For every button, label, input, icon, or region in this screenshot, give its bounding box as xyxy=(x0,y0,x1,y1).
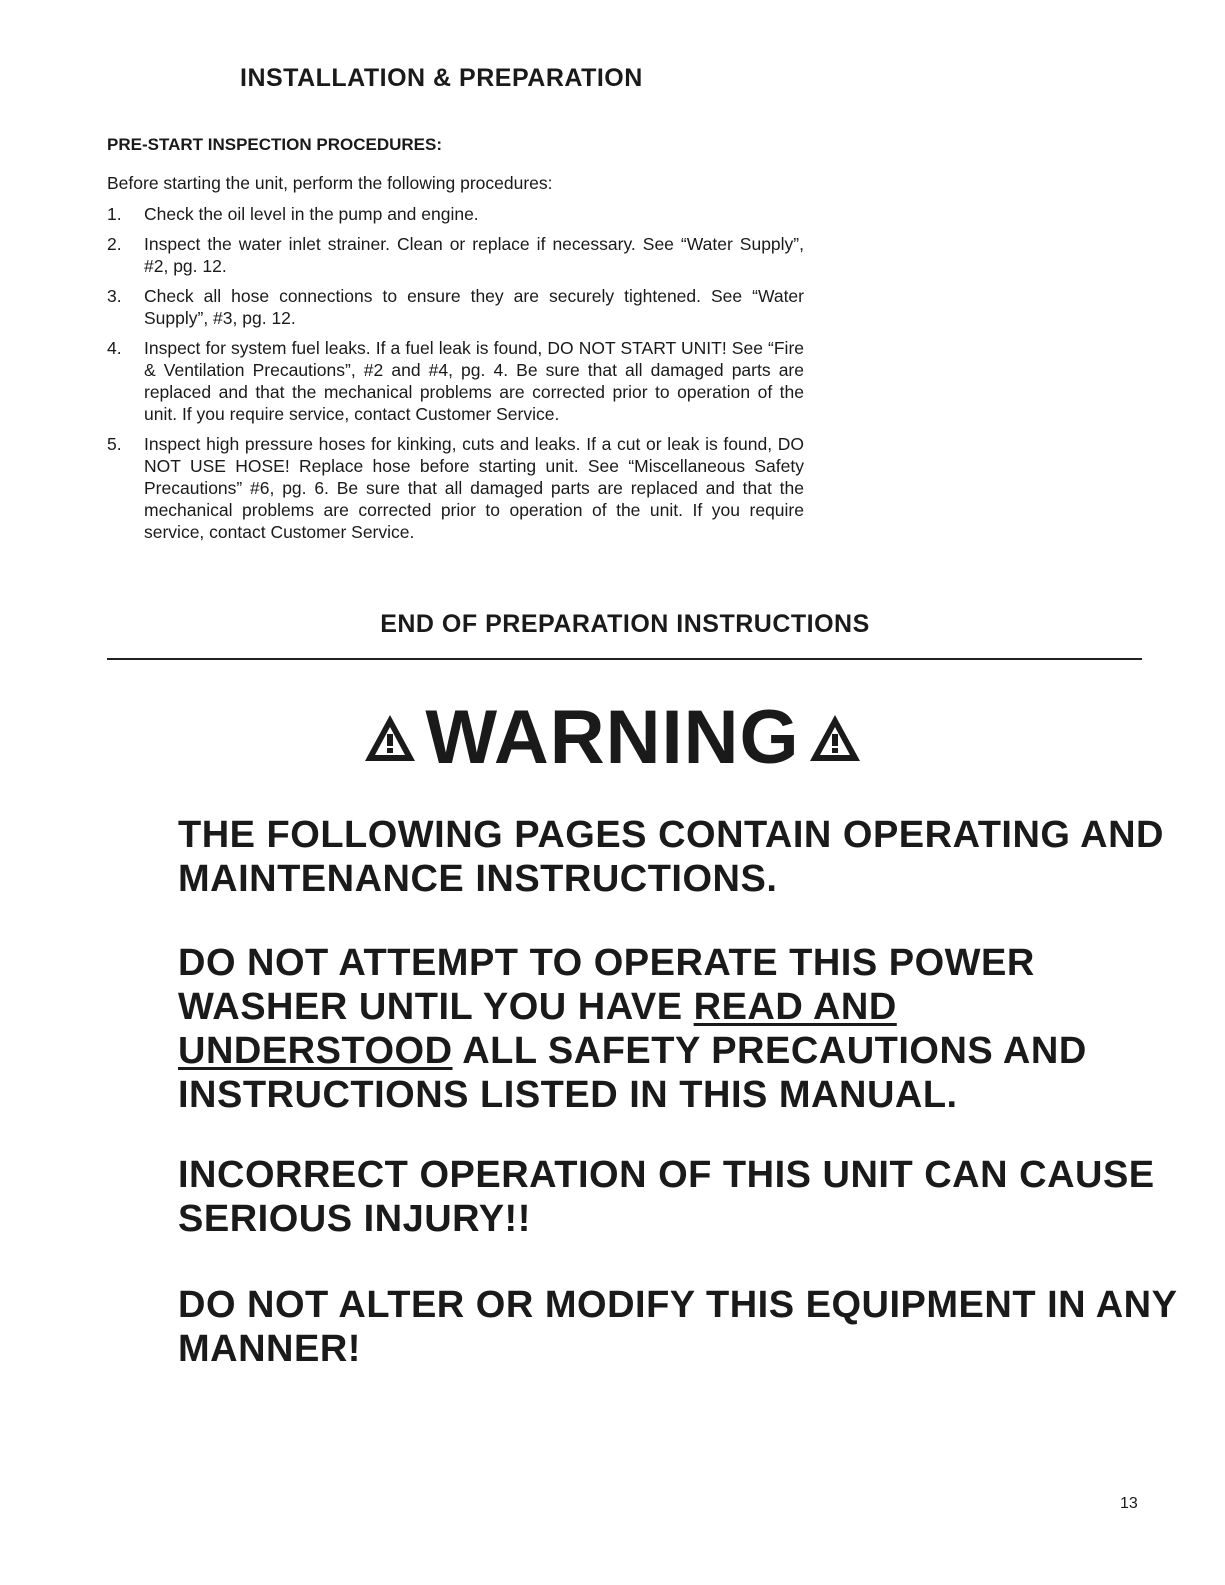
warning-triangle-icon xyxy=(363,712,417,764)
intro-text: Before starting the unit, perform the following procedures: xyxy=(107,173,553,193)
list-item xyxy=(107,233,804,277)
warning-paragraph-operating-instructions: THE FOLLOWING PAGES CONTAIN OPERATING AND MAINTENANCE INSTRUCTIONS. xyxy=(178,814,1164,900)
procedure-list xyxy=(107,203,804,551)
list-item xyxy=(107,337,804,425)
step-text: Inspect the water inlet strainer. Clean or replace if necessary. See “Water Supply”, #2, pg. 12. xyxy=(144,234,804,276)
step-text: Inspect high pressure hoses for kinking, cuts and leaks. If a cut or leak is found, DO NOT USE HOSE! Replace hose before starting unit. See “Miscellaneous Safety Precautions” #6, pg. 6. Be sure that all damaged parts are replaced and that the mechanical problems are corrected prior to operation of the unit. If you require service, contact Customer Service. xyxy=(144,434,804,542)
emphasis-underlined-text: READ AND UNDERSTOOD xyxy=(178,986,897,1072)
warning-paragraph-do-not-modify: DO NOT ALTER OR MODIFY THIS EQUIPMENT IN ANY MANNER! xyxy=(178,1284,1177,1370)
procedures-heading: PRE-START INSPECTION PROCEDURES: xyxy=(107,135,442,154)
step-number: 2. xyxy=(107,234,122,254)
step-number: 4. xyxy=(107,338,122,358)
section-title: INSTALLATION & PREPARATION xyxy=(240,64,643,92)
step-text: Inspect for system fuel leaks. If a fuel leak is found, DO NOT START UNIT! See “Fire & Ventilation Precautions”, #2 and #4, pg. 4. Be sure that all damaged parts are replaced and that the mechanical problems are corrected prior to operation of the unit. If you require service, contact Customer Service. xyxy=(144,338,804,424)
list-item xyxy=(107,433,804,543)
step-text: Check the oil level in the pump and engine. xyxy=(144,204,479,224)
page-number: 13 xyxy=(1120,1495,1138,1512)
step-number: 5. xyxy=(107,434,122,454)
list-item xyxy=(107,203,804,225)
step-text: Check all hose connections to ensure they are securely tightened. See “Water Supply”, #3, pg. 12. xyxy=(144,286,804,328)
warning-text: DO NOT ATTEMPT TO OPERATE THIS POWER WASHER UNTIL YOU HAVE xyxy=(178,942,1035,1028)
section-divider xyxy=(107,658,1142,660)
warning-text: ALL SAFETY PRECAUTIONS AND INSTRUCTIONS LISTED IN THIS MANUAL. xyxy=(178,1030,1087,1116)
step-number: 1. xyxy=(107,204,122,224)
warning-title: WARNING xyxy=(425,695,800,780)
warning-paragraph-read-manual xyxy=(178,941,1178,1117)
end-of-preparation-heading: END OF PREPARATION INSTRUCTIONS xyxy=(380,610,870,638)
warning-banner xyxy=(0,695,1225,780)
warning-triangle-icon xyxy=(808,712,862,764)
warning-paragraph-injury: INCORRECT OPERATION OF THIS UNIT CAN CAUSE SERIOUS INJURY!! xyxy=(178,1154,1155,1240)
step-number: 3. xyxy=(107,286,122,306)
list-item xyxy=(107,285,804,329)
